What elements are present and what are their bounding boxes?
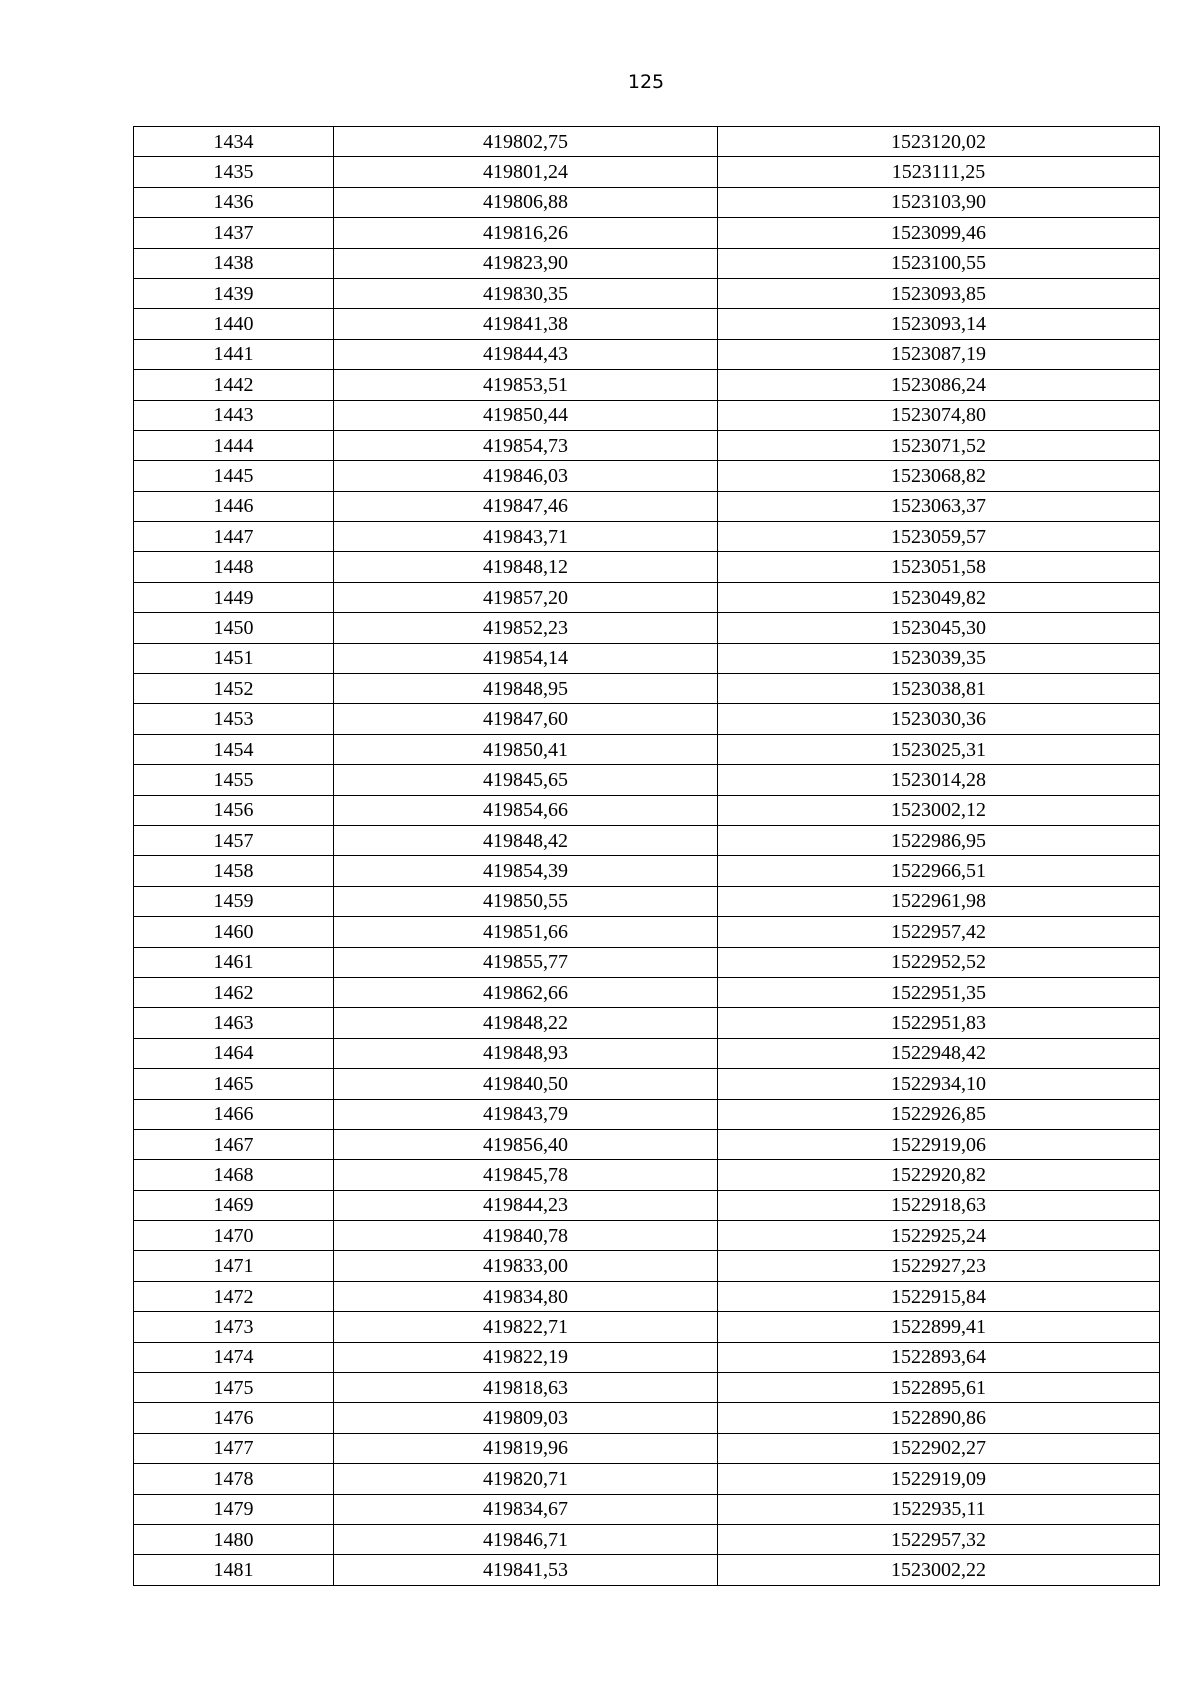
table-row xyxy=(134,1524,1160,1554)
x-coordinate-cell: 419809,03 xyxy=(334,1403,718,1433)
point-number-cell: 1450 xyxy=(134,613,334,643)
point-number-cell: 1481 xyxy=(134,1555,334,1585)
y-coordinate-cell: 1522926,85 xyxy=(718,1099,1160,1129)
point-number-cell: 1447 xyxy=(134,522,334,552)
table-row xyxy=(134,218,1160,248)
table-row xyxy=(134,1069,1160,1099)
point-number-cell: 1443 xyxy=(134,400,334,430)
y-coordinate-cell: 1523111,25 xyxy=(718,157,1160,187)
y-coordinate-cell: 1522961,98 xyxy=(718,886,1160,916)
y-coordinate-cell: 1522935,11 xyxy=(718,1494,1160,1524)
x-coordinate-cell: 419850,44 xyxy=(334,400,718,430)
table-row xyxy=(134,734,1160,764)
table-row xyxy=(134,461,1160,491)
y-coordinate-cell: 1523068,82 xyxy=(718,461,1160,491)
y-coordinate-cell: 1522893,64 xyxy=(718,1342,1160,1372)
table-row xyxy=(134,917,1160,947)
x-coordinate-cell: 419848,22 xyxy=(334,1008,718,1038)
y-coordinate-cell: 1522927,23 xyxy=(718,1251,1160,1281)
x-coordinate-cell: 419820,71 xyxy=(334,1464,718,1494)
table-row xyxy=(134,339,1160,369)
y-coordinate-cell: 1523087,19 xyxy=(718,339,1160,369)
x-coordinate-cell: 419833,00 xyxy=(334,1251,718,1281)
point-number-cell: 1463 xyxy=(134,1008,334,1038)
table-row xyxy=(134,704,1160,734)
y-coordinate-cell: 1523103,90 xyxy=(718,187,1160,217)
point-number-cell: 1466 xyxy=(134,1099,334,1129)
y-coordinate-cell: 1523030,36 xyxy=(718,704,1160,734)
point-number-cell: 1476 xyxy=(134,1403,334,1433)
point-number-cell: 1455 xyxy=(134,765,334,795)
y-coordinate-cell: 1523039,35 xyxy=(718,643,1160,673)
y-coordinate-cell: 1523025,31 xyxy=(718,734,1160,764)
coordinates-table-body xyxy=(134,127,1160,1586)
x-coordinate-cell: 419823,90 xyxy=(334,248,718,278)
y-coordinate-cell: 1522920,82 xyxy=(718,1160,1160,1190)
x-coordinate-cell: 419830,35 xyxy=(334,278,718,308)
x-coordinate-cell: 419816,26 xyxy=(334,218,718,248)
table-row xyxy=(134,886,1160,916)
table-row xyxy=(134,582,1160,612)
y-coordinate-cell: 1522986,95 xyxy=(718,825,1160,855)
x-coordinate-cell: 419852,23 xyxy=(334,613,718,643)
x-coordinate-cell: 419847,46 xyxy=(334,491,718,521)
table-row xyxy=(134,1312,1160,1342)
point-number-cell: 1456 xyxy=(134,795,334,825)
x-coordinate-cell: 419822,71 xyxy=(334,1312,718,1342)
point-number-cell: 1470 xyxy=(134,1221,334,1251)
table-row xyxy=(134,613,1160,643)
y-coordinate-cell: 1522957,42 xyxy=(718,917,1160,947)
point-number-cell: 1462 xyxy=(134,977,334,1007)
point-number-cell: 1457 xyxy=(134,825,334,855)
table-row xyxy=(134,977,1160,1007)
table-row xyxy=(134,1190,1160,1220)
point-number-cell: 1448 xyxy=(134,552,334,582)
y-coordinate-cell: 1523071,52 xyxy=(718,430,1160,460)
table-row xyxy=(134,765,1160,795)
y-coordinate-cell: 1523002,12 xyxy=(718,795,1160,825)
y-coordinate-cell: 1522918,63 xyxy=(718,1190,1160,1220)
y-coordinate-cell: 1523038,81 xyxy=(718,674,1160,704)
point-number-cell: 1446 xyxy=(134,491,334,521)
x-coordinate-cell: 419846,71 xyxy=(334,1524,718,1554)
x-coordinate-cell: 419856,40 xyxy=(334,1129,718,1159)
table-row xyxy=(134,947,1160,977)
x-coordinate-cell: 419845,65 xyxy=(334,765,718,795)
table-row xyxy=(134,370,1160,400)
point-number-cell: 1478 xyxy=(134,1464,334,1494)
table-row xyxy=(134,552,1160,582)
y-coordinate-cell: 1523014,28 xyxy=(718,765,1160,795)
x-coordinate-cell: 419819,96 xyxy=(334,1433,718,1463)
table-row xyxy=(134,643,1160,673)
table-row xyxy=(134,127,1160,157)
table-row xyxy=(134,1464,1160,1494)
x-coordinate-cell: 419840,78 xyxy=(334,1221,718,1251)
point-number-cell: 1459 xyxy=(134,886,334,916)
y-coordinate-cell: 1523002,22 xyxy=(718,1555,1160,1585)
table-row xyxy=(134,674,1160,704)
point-number-cell: 1442 xyxy=(134,370,334,400)
page-number: 125 xyxy=(627,71,665,93)
x-coordinate-cell: 419848,12 xyxy=(334,552,718,582)
point-number-cell: 1454 xyxy=(134,734,334,764)
point-number-cell: 1451 xyxy=(134,643,334,673)
x-coordinate-cell: 419854,66 xyxy=(334,795,718,825)
table-row xyxy=(134,1038,1160,1068)
y-coordinate-cell: 1523093,14 xyxy=(718,309,1160,339)
table-row xyxy=(134,522,1160,552)
x-coordinate-cell: 419818,63 xyxy=(334,1373,718,1403)
y-coordinate-cell: 1522899,41 xyxy=(718,1312,1160,1342)
y-coordinate-cell: 1523099,46 xyxy=(718,218,1160,248)
point-number-cell: 1464 xyxy=(134,1038,334,1068)
point-number-cell: 1444 xyxy=(134,430,334,460)
y-coordinate-cell: 1523093,85 xyxy=(718,278,1160,308)
x-coordinate-cell: 419822,19 xyxy=(334,1342,718,1372)
x-coordinate-cell: 419841,53 xyxy=(334,1555,718,1585)
table-row xyxy=(134,1099,1160,1129)
y-coordinate-cell: 1522895,61 xyxy=(718,1373,1160,1403)
table-row xyxy=(134,856,1160,886)
point-number-cell: 1435 xyxy=(134,157,334,187)
table-row xyxy=(134,248,1160,278)
y-coordinate-cell: 1522919,09 xyxy=(718,1464,1160,1494)
table-row xyxy=(134,157,1160,187)
table-row xyxy=(134,825,1160,855)
x-coordinate-cell: 419845,78 xyxy=(334,1160,718,1190)
x-coordinate-cell: 419844,43 xyxy=(334,339,718,369)
table-row xyxy=(134,1342,1160,1372)
point-number-cell: 1445 xyxy=(134,461,334,491)
point-number-cell: 1452 xyxy=(134,674,334,704)
table-row xyxy=(134,795,1160,825)
x-coordinate-cell: 419846,03 xyxy=(334,461,718,491)
point-number-cell: 1468 xyxy=(134,1160,334,1190)
y-coordinate-cell: 1522902,27 xyxy=(718,1433,1160,1463)
x-coordinate-cell: 419841,38 xyxy=(334,309,718,339)
x-coordinate-cell: 419854,39 xyxy=(334,856,718,886)
x-coordinate-cell: 419854,14 xyxy=(334,643,718,673)
y-coordinate-cell: 1522951,35 xyxy=(718,977,1160,1007)
table-row xyxy=(134,187,1160,217)
point-number-cell: 1465 xyxy=(134,1069,334,1099)
table-row xyxy=(134,1281,1160,1311)
table-row xyxy=(134,1160,1160,1190)
coordinates-table xyxy=(133,126,1160,1586)
x-coordinate-cell: 419854,73 xyxy=(334,430,718,460)
table-row xyxy=(134,1373,1160,1403)
point-number-cell: 1440 xyxy=(134,309,334,339)
x-coordinate-cell: 419855,77 xyxy=(334,947,718,977)
x-coordinate-cell: 419848,93 xyxy=(334,1038,718,1068)
x-coordinate-cell: 419802,75 xyxy=(334,127,718,157)
point-number-cell: 1472 xyxy=(134,1281,334,1311)
x-coordinate-cell: 419834,80 xyxy=(334,1281,718,1311)
point-number-cell: 1469 xyxy=(134,1190,334,1220)
y-coordinate-cell: 1523100,55 xyxy=(718,248,1160,278)
x-coordinate-cell: 419843,79 xyxy=(334,1099,718,1129)
x-coordinate-cell: 419857,20 xyxy=(334,582,718,612)
point-number-cell: 1473 xyxy=(134,1312,334,1342)
y-coordinate-cell: 1522952,52 xyxy=(718,947,1160,977)
table-row xyxy=(134,491,1160,521)
table-row xyxy=(134,400,1160,430)
x-coordinate-cell: 419851,66 xyxy=(334,917,718,947)
x-coordinate-cell: 419847,60 xyxy=(334,704,718,734)
table-row xyxy=(134,309,1160,339)
x-coordinate-cell: 419848,42 xyxy=(334,825,718,855)
x-coordinate-cell: 419848,95 xyxy=(334,674,718,704)
y-coordinate-cell: 1523049,82 xyxy=(718,582,1160,612)
point-number-cell: 1480 xyxy=(134,1524,334,1554)
table-row xyxy=(134,1129,1160,1159)
y-coordinate-cell: 1523045,30 xyxy=(718,613,1160,643)
point-number-cell: 1477 xyxy=(134,1433,334,1463)
x-coordinate-cell: 419850,55 xyxy=(334,886,718,916)
y-coordinate-cell: 1522957,32 xyxy=(718,1524,1160,1554)
y-coordinate-cell: 1522966,51 xyxy=(718,856,1160,886)
x-coordinate-cell: 419806,88 xyxy=(334,187,718,217)
point-number-cell: 1436 xyxy=(134,187,334,217)
x-coordinate-cell: 419844,23 xyxy=(334,1190,718,1220)
y-coordinate-cell: 1523051,58 xyxy=(718,552,1160,582)
point-number-cell: 1434 xyxy=(134,127,334,157)
y-coordinate-cell: 1522948,42 xyxy=(718,1038,1160,1068)
y-coordinate-cell: 1522951,83 xyxy=(718,1008,1160,1038)
point-number-cell: 1460 xyxy=(134,917,334,947)
table-row xyxy=(134,1403,1160,1433)
table-row xyxy=(134,1251,1160,1281)
y-coordinate-cell: 1522919,06 xyxy=(718,1129,1160,1159)
y-coordinate-cell: 1523074,80 xyxy=(718,400,1160,430)
y-coordinate-cell: 1523063,37 xyxy=(718,491,1160,521)
y-coordinate-cell: 1523086,24 xyxy=(718,370,1160,400)
table-row xyxy=(134,1221,1160,1251)
x-coordinate-cell: 419840,50 xyxy=(334,1069,718,1099)
x-coordinate-cell: 419862,66 xyxy=(334,977,718,1007)
point-number-cell: 1475 xyxy=(134,1373,334,1403)
point-number-cell: 1467 xyxy=(134,1129,334,1159)
point-number-cell: 1474 xyxy=(134,1342,334,1372)
table-row xyxy=(134,1494,1160,1524)
x-coordinate-cell: 419853,51 xyxy=(334,370,718,400)
point-number-cell: 1471 xyxy=(134,1251,334,1281)
y-coordinate-cell: 1523120,02 xyxy=(718,127,1160,157)
x-coordinate-cell: 419834,67 xyxy=(334,1494,718,1524)
point-number-cell: 1439 xyxy=(134,278,334,308)
point-number-cell: 1461 xyxy=(134,947,334,977)
point-number-cell: 1458 xyxy=(134,856,334,886)
point-number-cell: 1437 xyxy=(134,218,334,248)
y-coordinate-cell: 1522925,24 xyxy=(718,1221,1160,1251)
y-coordinate-cell: 1522915,84 xyxy=(718,1281,1160,1311)
table-row xyxy=(134,1433,1160,1463)
table-row xyxy=(134,1555,1160,1585)
table-row xyxy=(134,430,1160,460)
point-number-cell: 1441 xyxy=(134,339,334,369)
table-row xyxy=(134,1008,1160,1038)
x-coordinate-cell: 419843,71 xyxy=(334,522,718,552)
point-number-cell: 1438 xyxy=(134,248,334,278)
table-row xyxy=(134,278,1160,308)
y-coordinate-cell: 1523059,57 xyxy=(718,522,1160,552)
y-coordinate-cell: 1522890,86 xyxy=(718,1403,1160,1433)
point-number-cell: 1453 xyxy=(134,704,334,734)
point-number-cell: 1479 xyxy=(134,1494,334,1524)
x-coordinate-cell: 419801,24 xyxy=(334,157,718,187)
x-coordinate-cell: 419850,41 xyxy=(334,734,718,764)
y-coordinate-cell: 1522934,10 xyxy=(718,1069,1160,1099)
point-number-cell: 1449 xyxy=(134,582,334,612)
